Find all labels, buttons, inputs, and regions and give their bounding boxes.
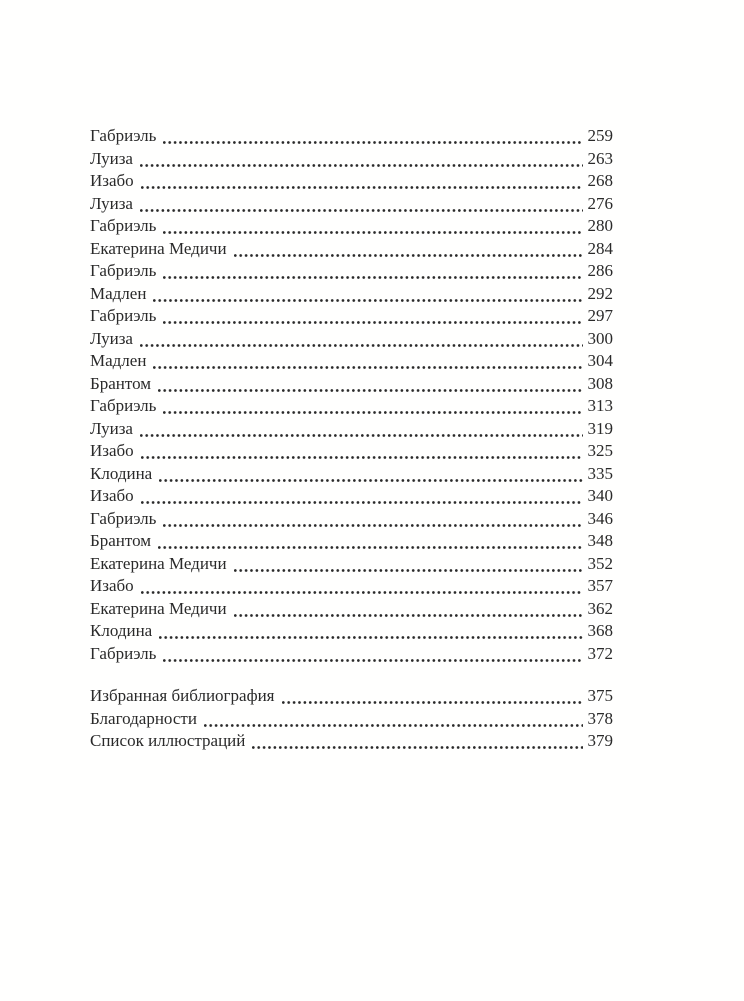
toc-entry [90,125,613,148]
dot-leader [234,614,583,617]
dot-leader [141,456,583,459]
toc-entry [90,643,613,666]
toc-entry-label: Клодина [90,621,153,640]
toc-entry [90,440,613,463]
toc-entry-label: Габриэль [90,508,157,528]
toc-entry-page-number: 268 [587,171,613,190]
dot-leader [234,254,583,257]
toc-entry-label: Луиза [90,193,133,213]
toc-entry [90,193,613,216]
toc-entry-page-number: 286 [587,261,613,280]
toc-entry-page-number: 375 [587,686,613,705]
dot-leader [163,231,582,234]
toc-entry-page-number: 357 [587,576,613,595]
table-of-contents [90,125,613,753]
toc-entry-page-number: 313 [587,396,613,415]
dot-leader [282,701,583,704]
dot-leader [252,746,582,749]
toc-entry-label: Изабо [90,441,134,460]
toc-entry-page-number: 335 [587,463,613,483]
toc-entry-label: Избранная библиография [90,686,275,705]
dot-leader [141,501,583,504]
toc-entry [90,485,613,508]
toc-entry-label: Луиза [90,328,133,348]
toc-entry [90,283,613,306]
toc-entry-page-number: 319 [587,418,613,438]
toc-entry [90,148,613,171]
toc-entry-page-number: 379 [587,731,613,750]
toc-entry [90,170,613,193]
dot-leader [163,141,582,144]
toc-entry [90,685,613,708]
dot-leader [153,366,582,369]
toc-entry-label: Габриэль [90,216,157,235]
toc-entry-page-number: 297 [587,306,613,325]
toc-entry [90,508,613,531]
toc-entry [90,708,613,731]
toc-entry-page-number: 300 [587,328,613,348]
dot-leader [153,299,582,302]
toc-entry-label: Габриэль [90,643,157,663]
dot-leader [204,724,583,727]
dot-leader [159,636,582,639]
toc-entry-page-number: 378 [587,708,613,728]
toc-entry-page-number: 368 [587,621,613,640]
toc-entry-label: Екатерина Медичи [90,553,227,573]
toc-entry-page-number: 348 [587,531,613,550]
dot-leader [163,524,582,527]
dot-leader [163,659,582,662]
toc-entry-label: Благодарности [90,708,197,728]
toc-entry [90,395,613,418]
dot-leader [140,344,583,347]
toc-entry [90,215,613,238]
toc-entry-page-number: 292 [587,283,613,303]
dot-leader [141,186,583,189]
dot-leader [140,434,583,437]
toc-entry-page-number: 340 [587,486,613,505]
toc-entry [90,598,613,621]
toc-entry-page-number: 259 [587,126,613,145]
toc-entry-page-number: 308 [587,373,613,393]
toc-entry-label: Изабо [90,486,134,505]
toc-entry-page-number: 280 [587,216,613,235]
toc-entry-label: Луиза [90,418,133,438]
dot-leader [234,569,583,572]
toc-entry-label: Луиза [90,148,133,168]
toc-entry [90,238,613,261]
toc-entry-label: Габриэль [90,306,157,325]
dot-leader [140,164,583,167]
toc-entry-page-number: 276 [587,193,613,213]
toc-entry-label: Список иллюстраций [90,731,246,750]
toc-entry-page-number: 362 [587,598,613,618]
dot-leader [141,591,583,594]
toc-entry [90,328,613,351]
toc-entry-label: Екатерина Медичи [90,238,227,258]
toc-entry [90,620,613,643]
toc-entry-label: Габриэль [90,396,157,415]
toc-entry-label: Клодина [90,463,153,483]
toc-entry [90,530,613,553]
toc-backmatter-section [90,685,613,753]
toc-entry [90,463,613,486]
toc-entry-label: Изабо [90,171,134,190]
toc-entry [90,418,613,441]
toc-entry-page-number: 352 [587,553,613,573]
toc-entry-label: Мадлен [90,283,147,303]
toc-entry-page-number: 263 [587,148,613,168]
dot-leader [163,321,582,324]
toc-entry-page-number: 346 [587,508,613,528]
toc-entry-label: Габриэль [90,126,157,145]
toc-entry-label: Мадлен [90,351,147,370]
dot-leader [158,546,582,549]
toc-entry-page-number: 304 [587,351,613,370]
toc-entry-page-number: 325 [587,441,613,460]
toc-entry [90,553,613,576]
toc-chapters-section [90,125,613,665]
toc-entry-label: Брантом [90,373,152,393]
toc-entry [90,373,613,396]
toc-entry-page-number: 284 [587,238,613,258]
toc-entry-label: Габриэль [90,261,157,280]
toc-entry [90,260,613,283]
toc-entry [90,730,613,753]
toc-entry [90,350,613,373]
dot-leader [158,389,582,392]
toc-entry-label: Изабо [90,576,134,595]
toc-entry-label: Екатерина Медичи [90,598,227,618]
dot-leader [163,411,582,414]
toc-entry-label: Брантом [90,531,152,550]
toc-entry-page-number: 372 [587,643,613,663]
dot-leader [140,209,583,212]
dot-leader [159,479,582,482]
toc-entry [90,575,613,598]
toc-entry [90,305,613,328]
dot-leader [163,276,582,279]
